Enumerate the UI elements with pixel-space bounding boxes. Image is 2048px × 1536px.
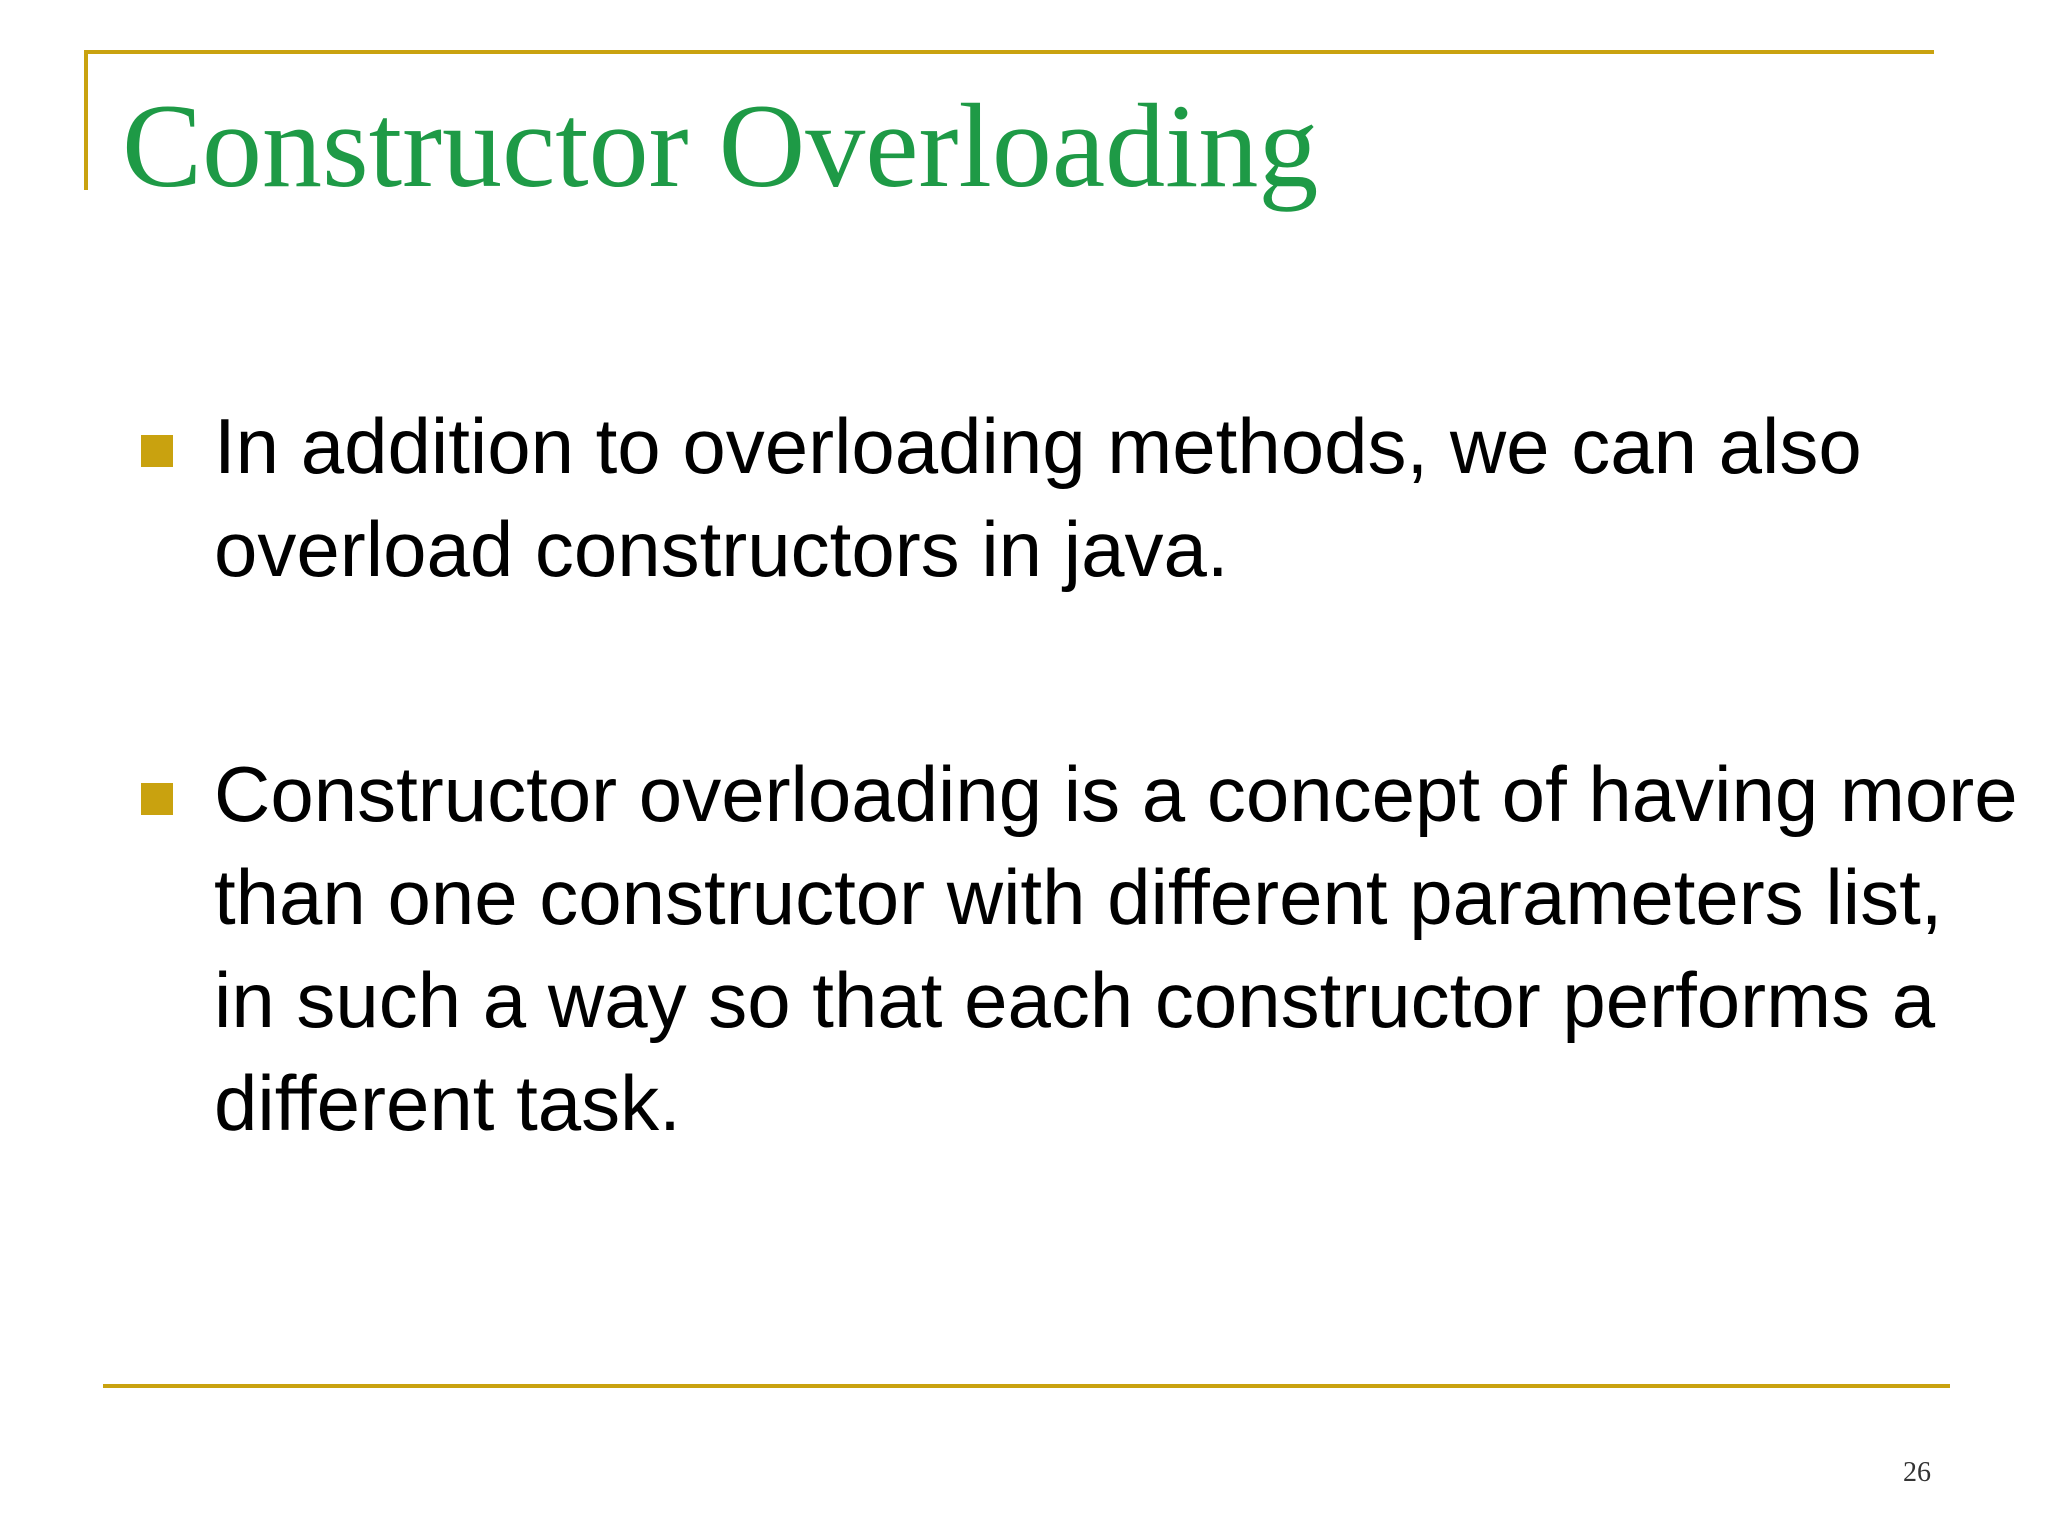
bullet-item	[0, 743, 2048, 1155]
page-number: 26	[1903, 1457, 1931, 1488]
square-bullet-icon	[141, 435, 173, 467]
bottom-rule	[103, 1384, 1950, 1388]
bullet-text: In addition to overloading methods, we can also overload constructors in java.	[214, 402, 1862, 593]
square-bullet-icon	[141, 783, 173, 815]
left-rule	[84, 50, 88, 190]
top-rule	[84, 50, 1934, 54]
bullet-item	[0, 395, 2048, 601]
bullet-text: Constructor overloading is a concept of having more than one constructor with different parameters list, in such a way so that each constructor performs a different task.	[214, 750, 2018, 1147]
bullet-list	[0, 395, 2048, 1155]
slide-title: Constructor Overloading	[122, 79, 1319, 212]
